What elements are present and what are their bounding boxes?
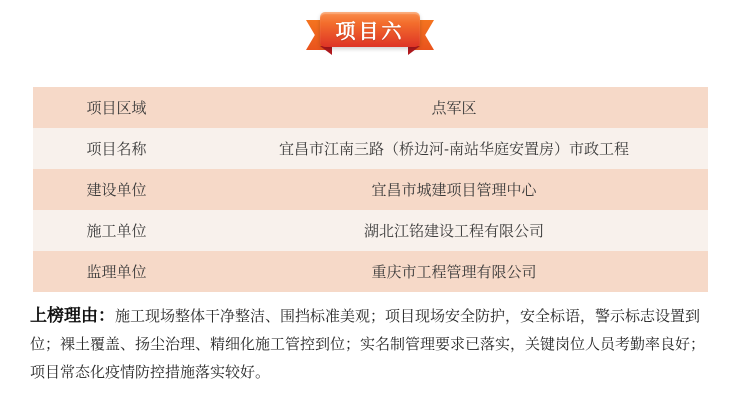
table-row (33, 128, 708, 169)
row-label: 监理单位 (86, 264, 147, 281)
row-value: 点军区 (431, 100, 477, 117)
project-info-table (33, 87, 708, 292)
table-row (33, 169, 708, 210)
ribbon-banner (320, 12, 420, 47)
row-value: 重庆市工程管理有限公司 (371, 264, 537, 281)
row-value: 宜昌市城建项目管理中心 (371, 182, 537, 199)
project-title: 项目六 (335, 21, 405, 43)
row-value: 宜昌市江南三路（桥边河-南站华庭安置房）市政工程 (279, 141, 629, 158)
row-label: 项目区域 (86, 100, 147, 117)
row-label: 项目名称 (86, 141, 147, 158)
reason-text: 施工现场整体干净整洁、围挡标准美观；项目现场安全防护，安全标语，警示标志设置到位；裸土覆盖、扬尘治理、精细化施工管控到位；实名制管理要求已落实，关键岗位人员考勤率良好；项目常态化疫情防控措施落实较好。 (30, 308, 706, 381)
row-label: 建设单位 (86, 182, 147, 199)
reason-paragraph (30, 302, 710, 387)
row-value: 湖北江铭建设工程有限公司 (363, 223, 544, 240)
table-row (33, 87, 708, 128)
table-row (33, 251, 708, 292)
row-label: 施工单位 (86, 223, 147, 240)
table-row (33, 210, 708, 251)
reason-label: 上榜理由： (30, 306, 115, 325)
project-ribbon (306, 12, 434, 56)
